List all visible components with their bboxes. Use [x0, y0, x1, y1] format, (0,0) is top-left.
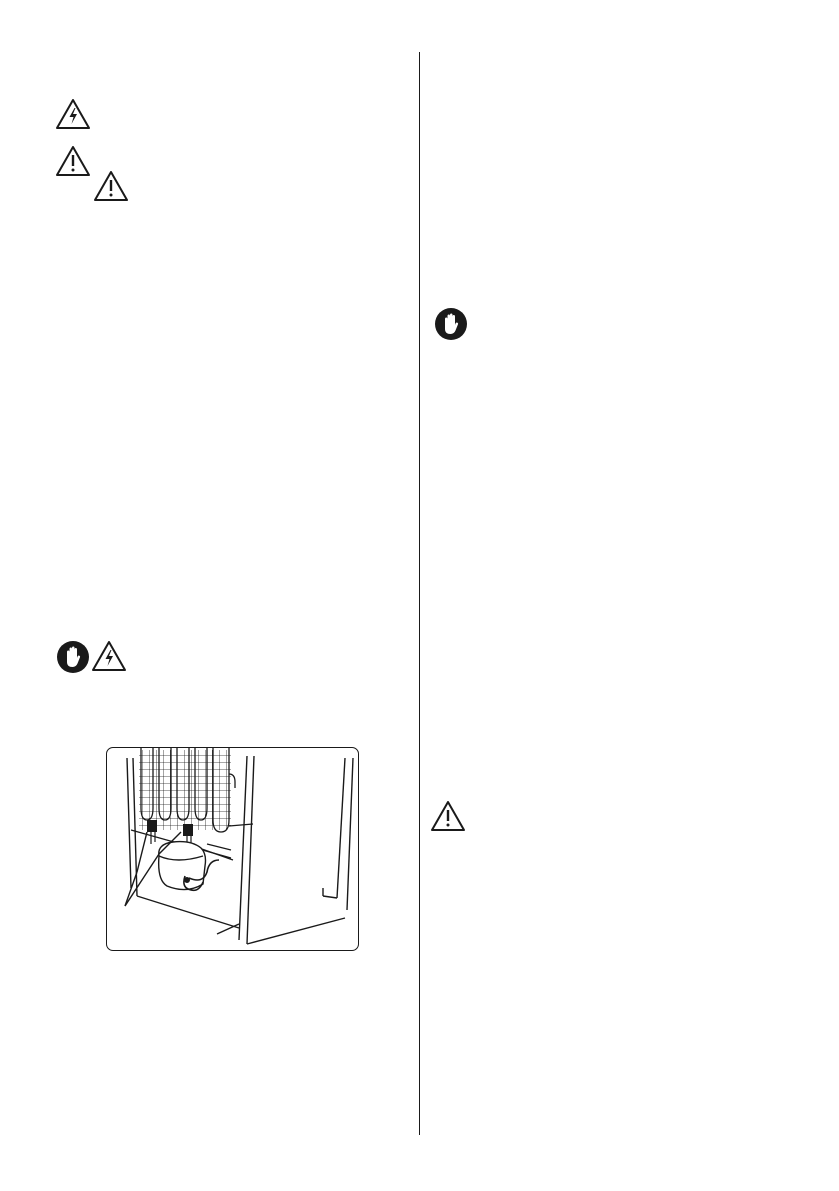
general-warning-icon: [55, 145, 91, 177]
condenser-coil: [139, 748, 253, 832]
refrigerator-rear-illustration: [107, 748, 359, 951]
electric-hazard-icon: [55, 98, 91, 130]
refrigerator-rear-figure: [106, 747, 359, 951]
electric-hazard-icon-secondary: [91, 640, 127, 672]
compressor: [159, 842, 206, 890]
column-divider: [419, 52, 420, 1135]
stop-hand-icon: [56, 640, 90, 674]
general-warning-icon-right: [430, 800, 466, 832]
general-warning-icon-secondary: [93, 170, 129, 202]
stop-hand-icon-right: [434, 307, 468, 341]
